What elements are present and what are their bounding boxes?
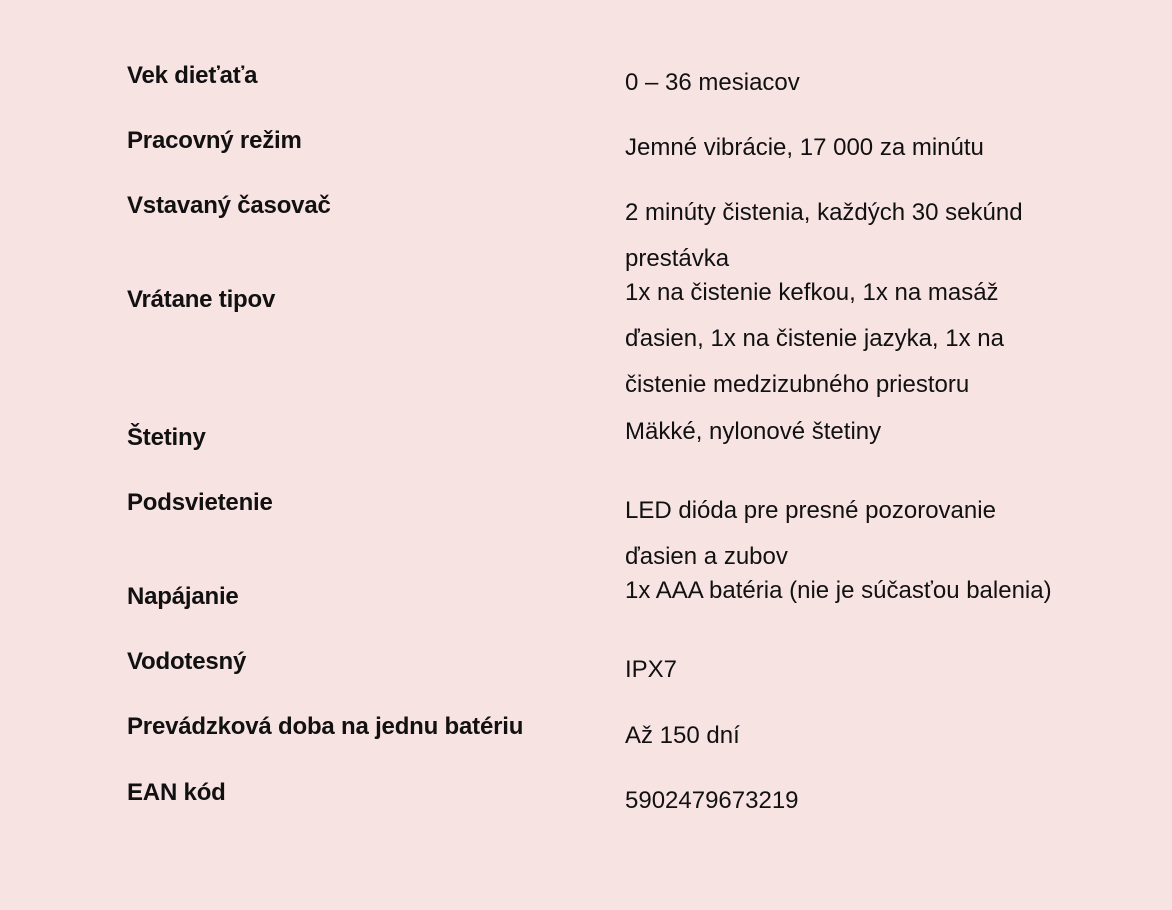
spec-label: EAN kód (127, 779, 226, 806)
spec-label: Štetiny (127, 424, 206, 451)
spec-value: LED dióda pre presné pozorovanie ďasien a zubov (625, 497, 996, 570)
spec-label: Vrátane tipov (127, 286, 276, 313)
spec-value: IPX7 (625, 656, 678, 683)
spec-value: Jemné vibrácie, 17 000 za minútu (625, 134, 984, 161)
spec-label: Vodotesný (127, 648, 247, 675)
spec-label: Napájanie (127, 583, 239, 610)
spec-label: Vek dieťaťa (127, 62, 258, 89)
spec-value: 0 – 36 mesiacov (625, 69, 800, 96)
spec-label: Vstavaný časovač (127, 192, 331, 219)
spec-value: 5902479673219 (625, 787, 799, 814)
spec-label: Prevádzková doba na jednu batériu (127, 713, 524, 740)
spec-value: 1x AAA batéria (nie je súčasťou balenia) (625, 577, 1052, 604)
spec-value: Mäkké, nylonové štetiny (625, 418, 882, 445)
spec-value: 2 minúty čistenia, každých 30 sekúnd prestávka (625, 199, 1023, 272)
spec-label: Pracovný režim (127, 127, 302, 154)
spec-value: 1x na čistenie kefkou, 1x na masáž ďasien, 1x na čistenie jazyka, 1x na čistenie medzizubného priestoru (625, 279, 1004, 398)
spec-value: Až 150 dní (625, 722, 740, 749)
spec-label: Podsvietenie (127, 489, 273, 516)
